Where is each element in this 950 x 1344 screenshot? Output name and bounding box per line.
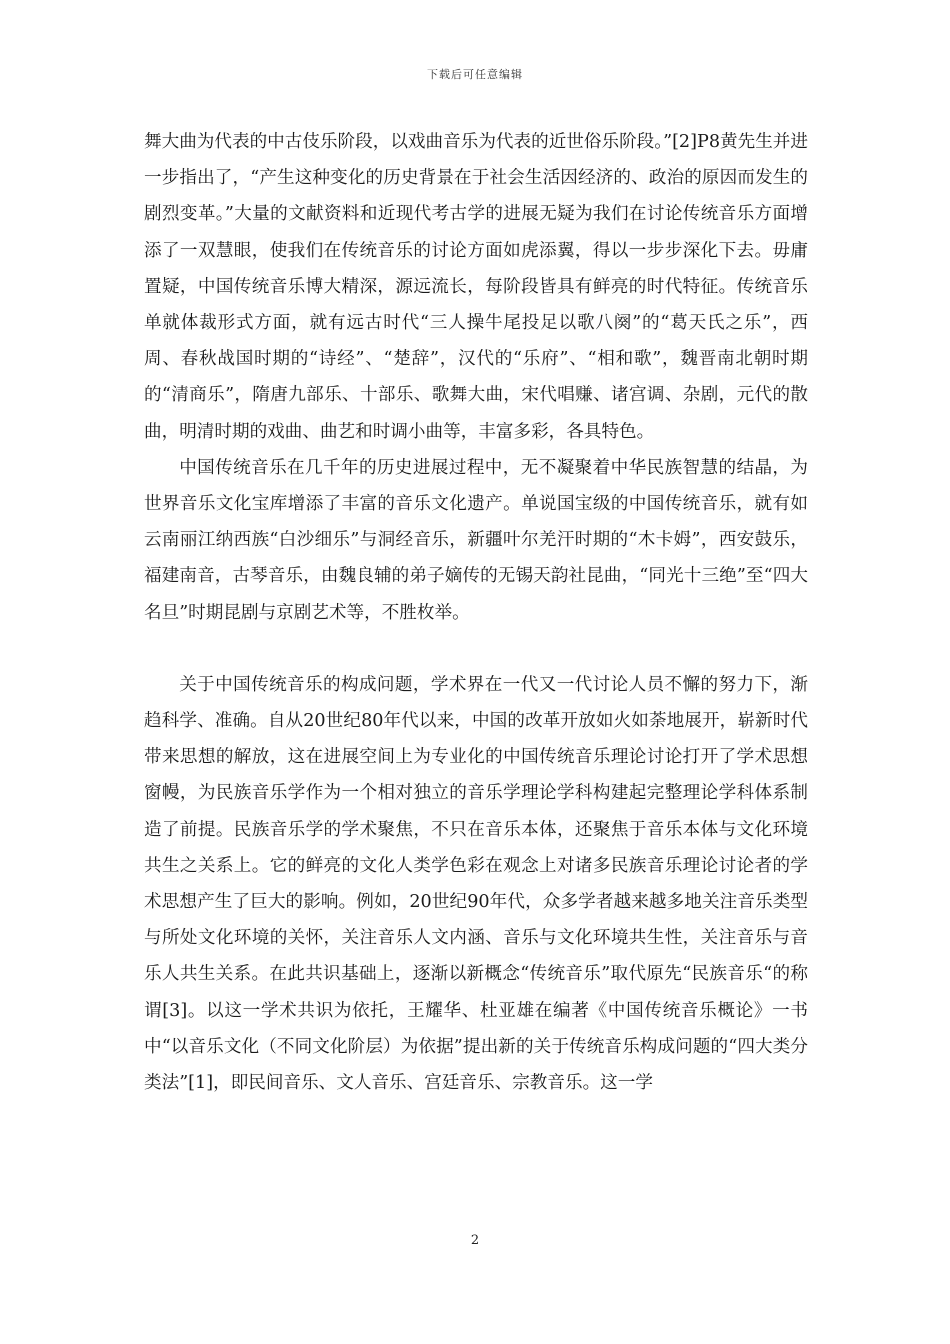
paragraph-spacer [144, 631, 808, 667]
paragraph-traditional-music-heritage: 中国传统音乐在几千年的历史进展过程中，无不凝聚着中华民族智慧的结晶，为世界音乐文化宝库增添了丰富的音乐文化遗产。单说国宝级的中国传统音乐，就有如云南丽江纳西族“白沙细乐”与洞经音乐，新疆叶尔羌汗时期的“木卡姆”，西安鼓乐，福建南音，古琴音乐，由魏良辅的弟子嫡传的无锡天韵社昆曲，“同光十三绝”至“四大名旦”时期昆剧与京剧艺术等，不胜枚举。 [144, 457, 808, 623]
paragraph-music-composition: 关于中国传统音乐的构成问题，学术界在一代又一代讨论人员不懈的努力下，渐趋科学、准确。自从20世纪80年代以来，中国的改革开放如火如荼地展开，崭新时代带来思想的解放，这在进展空间上为专业化的中国传统音乐理论讨论打开了学术思想窗幔，为民族音乐学作为一个相对独立的音乐学理论学科构建起完整理论学科体系制造了前提。民族音乐学的学术聚焦，不只在音乐本体，还聚焦于音乐本体与文化环境共生之关系上。它的鲜亮的文化人类学色彩在观念上对诸多民族音乐理论讨论者的学术思想产生了巨大的影响。例如，20世纪90年代，众多学者越来越多地关注音乐类型与所处文化环境的关怀，关注音乐人文内涵、音乐与文化环境共生性，关注音乐与音乐人共生关系。在此共识基础上，逐渐以新概念“传统音乐”取代原先“民族音乐“的称谓[3]。以这一学术共识为依托，王耀华、杜亚雄在编著《中国传统音乐概论》一书中“以音乐文化（不同文化阶层）为依据”提出新的关于传统音乐构成问题的“四大类分类法”[1]，即民间音乐、文人音乐、宫廷音乐、宗教音乐。这一学 [144, 674, 808, 1094]
document-body [144, 124, 808, 1101]
page-number: 2 [470, 1233, 480, 1248]
paragraph-continuation: 舞大曲为代表的中古伎乐阶段，以戏曲音乐为代表的近世俗乐阶段。”[2]P8黄先生并进一步指出了，“产生这种变化的历史背景在于社会生活因经济的、政治的原因而发生的剧烈变革。”大量的文献资料和近现代考古学的进展无疑为我们在讨论传统音乐方面增添了一双慧眼，使我们在传统音乐的讨论方面如虎添翼，得以一步步深化下去。毋庸置疑，中国传统音乐博大精深，源远流长，每阶段皆具有鲜亮的时代特征。传统音乐单就体裁形式方面，就有远古时代“三人操牛尾投足以歌八阕”的“葛天氏之乐”，西周、春秋战国时期的“诗经”、“楚辞”，汉代的“乐府”、“相和歌”，魏晋南北朝时期的“清商乐”，隋唐九部乐、十部乐、歌舞大曲，宋代唱赚、诸宫调、杂剧，元代的散曲，明清时期的戏曲、曲艺和时调小曲等，丰富多彩，各具特色。 [144, 132, 808, 442]
page-header-note: 下载后可任意编辑 [427, 68, 523, 81]
